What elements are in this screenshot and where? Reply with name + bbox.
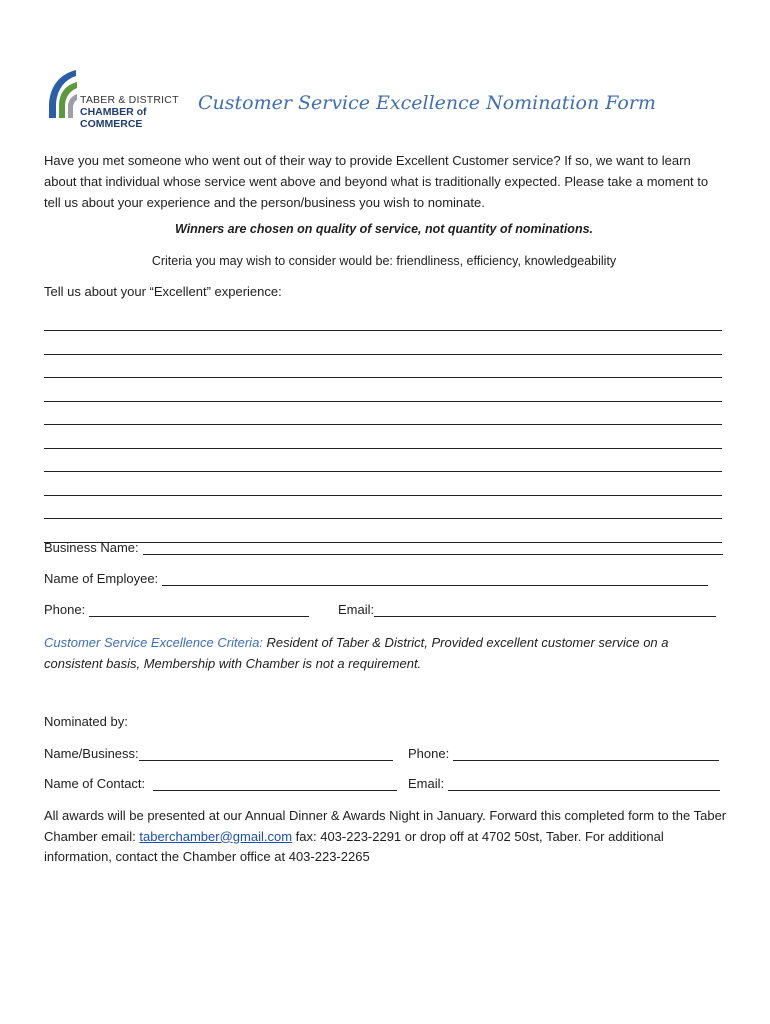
experience-line[interactable] [44, 472, 722, 496]
contact-name-label: Name of Contact: [44, 776, 146, 791]
intro-paragraph: Have you met someone who went out of their way to provide Excellent Customer service? If so, we want to learn about that individual whose service went above and beyond what is traditionally expected. Please take a moment to tell us about your experience and the person/business you wish to nominate. [44, 153, 709, 210]
phone-label: Phone: [44, 602, 86, 617]
experience-prompt: Tell us about your “Excellent” experience: [44, 284, 282, 299]
contact-email-field[interactable] [448, 776, 720, 791]
experience-line[interactable] [44, 519, 722, 543]
chamber-logo-icon [46, 70, 80, 122]
awards-text-2: fax: 403-223-2291 or drop off at 4702 50st, Taber. For additional information, contact the Chamber office at 403-223-2265 [44, 828, 664, 864]
business-name-row [44, 540, 723, 555]
logo-text [80, 94, 186, 130]
nominator-name-label: Name/Business: [44, 746, 139, 761]
form-title: Customer Service Excellence Nomination Form [198, 92, 656, 114]
contact-email-row [408, 776, 720, 791]
experience-line[interactable] [44, 378, 722, 402]
awards-paragraph [44, 806, 730, 868]
excellence-criteria-label: Customer Service Excellence Criteria: [44, 635, 263, 650]
logo-line-1: TABER & DISTRICT [80, 94, 179, 106]
phone-field[interactable] [89, 602, 309, 617]
phone-row [44, 602, 309, 617]
email-label: Email: [338, 602, 375, 617]
experience-line[interactable] [44, 496, 722, 520]
employee-name-label: Name of Employee: [44, 571, 159, 586]
form-header [46, 70, 736, 130]
employee-name-row [44, 571, 708, 586]
chamber-email-link[interactable]: taberchamber@gmail.com [139, 828, 293, 844]
winners-note: Winners are chosen on quality of service, not quantity of nominations. [175, 222, 593, 236]
contact-name-row [44, 776, 397, 791]
nominator-name-row [44, 746, 393, 761]
experience-lines[interactable] [44, 330, 722, 543]
nominator-phone-label: Phone: [408, 746, 450, 761]
experience-line[interactable] [44, 425, 722, 449]
awards-text-1: All awards will be presented at our Annual Dinner & Awards Night in January. Forward this completed form to the Taber Chamber email: [44, 808, 727, 844]
chamber-logo [46, 70, 186, 130]
email-row [338, 602, 716, 617]
employee-name-field[interactable] [162, 571, 708, 586]
nominator-phone-field[interactable] [453, 746, 719, 761]
nominated-by-heading: Nominated by: [44, 714, 128, 729]
contact-email-label: Email: [408, 776, 445, 791]
email-field[interactable] [374, 602, 716, 617]
logo-line-2: CHAMBER of COMMERCE [80, 106, 147, 130]
criteria-consider: Criteria you may wish to consider would be: friendliness, efficiency, knowledgeability [151, 254, 617, 268]
experience-line[interactable] [44, 331, 722, 355]
experience-line[interactable] [44, 402, 722, 426]
experience-line[interactable] [44, 355, 722, 379]
experience-line[interactable] [44, 449, 722, 473]
excellence-criteria-text: Resident of Taber & District, Provided excellent customer service on a consistent basis, Membership with Chamber is not a requirement. [44, 635, 669, 671]
business-name-label: Business Name: [44, 540, 139, 555]
business-name-field[interactable] [143, 540, 723, 555]
contact-name-field[interactable] [153, 776, 397, 791]
excellence-criteria [44, 632, 724, 674]
nominator-phone-row [408, 746, 719, 761]
nominator-name-field[interactable] [139, 746, 393, 761]
